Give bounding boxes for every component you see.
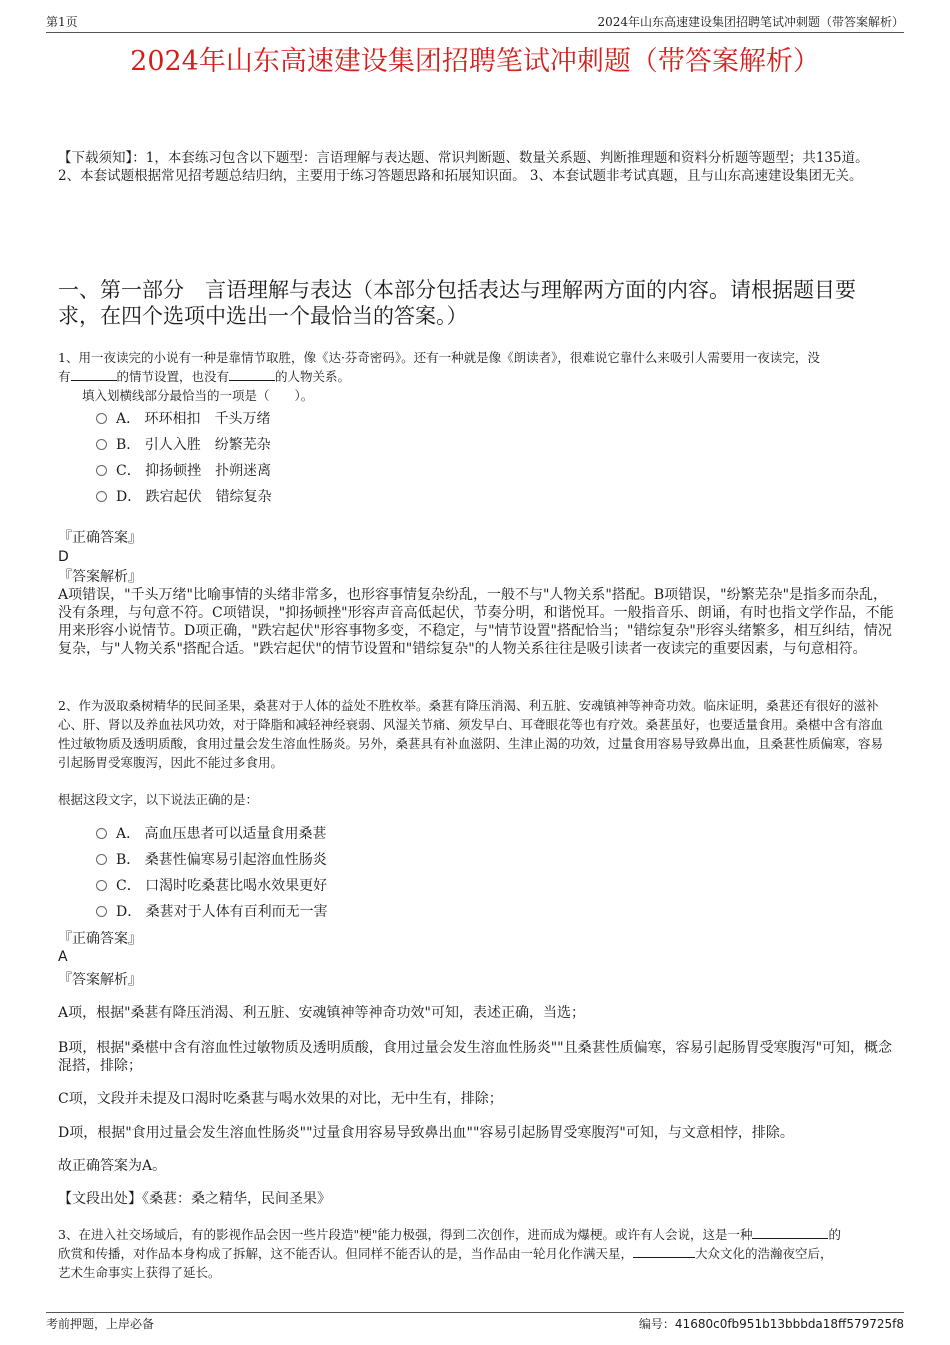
blank-1 [71,368,117,382]
q1-analysis-label: 『答案解析』 [58,569,142,585]
q1-stem-line2: 有 的情节设置，也没有 的人物关系。 [58,369,351,384]
q3-stem [58,1225,894,1282]
radio-icon[interactable] [96,828,107,839]
q2-conclusion: 故正确答案为A。 [58,1158,167,1174]
blank-3 [752,1226,828,1240]
q2-option-a[interactable]: A． 高血压患者可以适量食用桑葚 [96,825,327,843]
header-divider [46,32,904,33]
q1-option-b[interactable]: B． 引人入胜 纷繁芜杂 [96,436,271,454]
q2-source: 【文段出处】《桑葚：桑之精华，民间圣果》 [58,1191,331,1207]
radio-icon[interactable] [96,413,107,424]
document-code: 编号：41680c0fb951b13bbbda18ff579725f8 [638,1317,904,1331]
section-heading: 一、第一部分 言语理解与表达（本部分包括表达与理解两方面的内容。请根据题目要求，在四个选项中选出一个最恰当的答案。） [58,278,856,328]
radio-icon[interactable] [96,491,107,502]
q1-prompt: 填入划横线部分最恰当的一项是（ ）。 [82,388,314,403]
radio-icon[interactable] [96,439,107,450]
q1-option-c[interactable]: C． 抑扬顿挫 扑朔迷离 [96,462,271,480]
q3-line3: 艺术生命事实上获得了延长。 [58,1265,221,1280]
q2-correct-label: 『正确答案』 [58,931,142,947]
radio-icon[interactable] [96,880,107,891]
q2-option-c[interactable]: C． 口渴时吃桑葚比喝水效果更好 [96,877,327,895]
q1-analysis: A项错误，"千头万绪"比喻事情的头绪非常多，也形容事情复杂纷乱，一般不与"人物关系"搭配。B项错误，"纷繁芜杂"是指多而杂乱，没有条理，与句意不符。C项错误，"抑扬顿挫"形容声音高低起伏，节奏分明，和谐悦耳。一般指音乐、朗诵，有时也指文学作品，不能用来形容小说情节。D项正确，"跌宕起伏"形容事物多变，不稳定，与"情节设置"搭配恰当；"错综复杂"形容头绪繁多，相互纠结，情况复杂，与"人物关系"搭配合适。"跌宕起伏"的情节设置和"错综复杂"的人物关系往往是吸引读者一夜读完的重要因素，与句意相符。 [58,587,894,657]
q2-analysis-label: 『答案解析』 [58,972,142,988]
radio-icon[interactable] [96,906,107,917]
footer-slogan: 考前押题，上岸必备 [46,1317,155,1331]
radio-icon[interactable] [96,854,107,865]
page-number: 第1页 [46,15,78,29]
download-notice: 【下载须知】：1，本套练习包含以下题型：言语理解与表达题、常识判断题、数量关系题、判断推理题和资料分析题等题型；共135道。 2、本套试题根据常见招考题总结归纳，主要用于练习答题思路和拓展知识面。 3、本套试题非考试真题，且与山东高速建设集团无关。 [58,150,869,184]
q2-analysis-b: B项，根据"桑椹中含有溶血性过敏物质及透明质酸，食用过量会发生溶血性肠炎""且桑葚性质偏寒，容易引起肠胃受寒腹泻"可知，概念混搭，排除； [58,1040,893,1074]
q2-analysis-a: A项，根据"桑葚有降压消渴、利五脏、安魂镇神等神奇功效"可知，表述正确，当选； [58,1005,585,1021]
q2-prompt: 根据这段文字，以下说法正确的是： [58,792,259,807]
q1-answer: D [58,549,69,565]
q1-option-d[interactable]: D． 跌宕起伏 错综复杂 [96,488,272,506]
q2-analysis-c: C项，文段并未提及口渴时吃桑葚与喝水效果的对比，无中生有，排除； [58,1091,503,1107]
radio-icon[interactable] [96,465,107,476]
q3-line1: 3、在进入社交场域后，有的影视作品会因一些片段造"梗"能力极强，得到二次创作，进而成为爆梗。或许有人会说，这是一种 的 [58,1227,841,1242]
q1-option-a[interactable]: A． 环环相扣 千头万绪 [96,410,271,428]
q2-analysis-d: D项，根据"食用过量会发生溶血性肠炎""过量食用容易导致鼻出血""容易引起肠胃受寒腹泻"可知，与文意相悖，排除。 [58,1125,794,1141]
blank-2 [229,368,275,382]
footer-divider [46,1312,904,1313]
q1-stem-line1: 1、用一夜读完的小说有一种是靠情节取胜，像《达·芬奇密码》。还有一种就是像《朗读者》，很难说它靠什么来吸引人需要用一夜读完，没 [58,350,820,365]
running-title: 2024年山东高速建设集团招聘笔试冲刺题（带答案解析） [597,15,904,29]
q2-answer: A [58,949,68,965]
q3-line2: 欣赏和传播，对作品本身构成了拆解，这不能否认。但同样不能否认的是，当作品由一轮月化作满天星， 大众文化的浩瀚夜空后， [58,1246,833,1261]
q2-option-d[interactable]: D． 桑葚对于人体有百利而无一害 [96,903,328,921]
q2-stem: 2、作为汲取桑树精华的民间圣果，桑葚对于人体的益处不胜枚举。桑葚有降压消渴、利五脏、安魂镇神等神奇功效。临床证明，桑葚还有很好的滋补心、肝、肾以及养血祛风功效，对于降脂和减轻神经衰弱、风湿关节痛、须发早白、耳聋眼花等也有疗效。桑葚虽好，也要适量食用。桑椹中含有溶血性过敏物质及透明质酸，食用过量会发生溶血性肠炎。另外，桑葚具有补血滋阴、生津止渴的功效，过量食用容易导致鼻出血，且桑葚性质偏寒，容易引起肠胃受寒腹泻，因此不能过多食用。 [58,698,884,770]
page-title: 2024年山东高速建设集团招聘笔试冲刺题（带答案解析） [130,46,820,77]
q1-correct-label: 『正确答案』 [58,530,142,546]
q1-stem [58,348,894,386]
blank-4 [633,1245,695,1259]
q2-option-b[interactable]: B． 桑葚性偏寒易引起溶血性肠炎 [96,851,327,869]
